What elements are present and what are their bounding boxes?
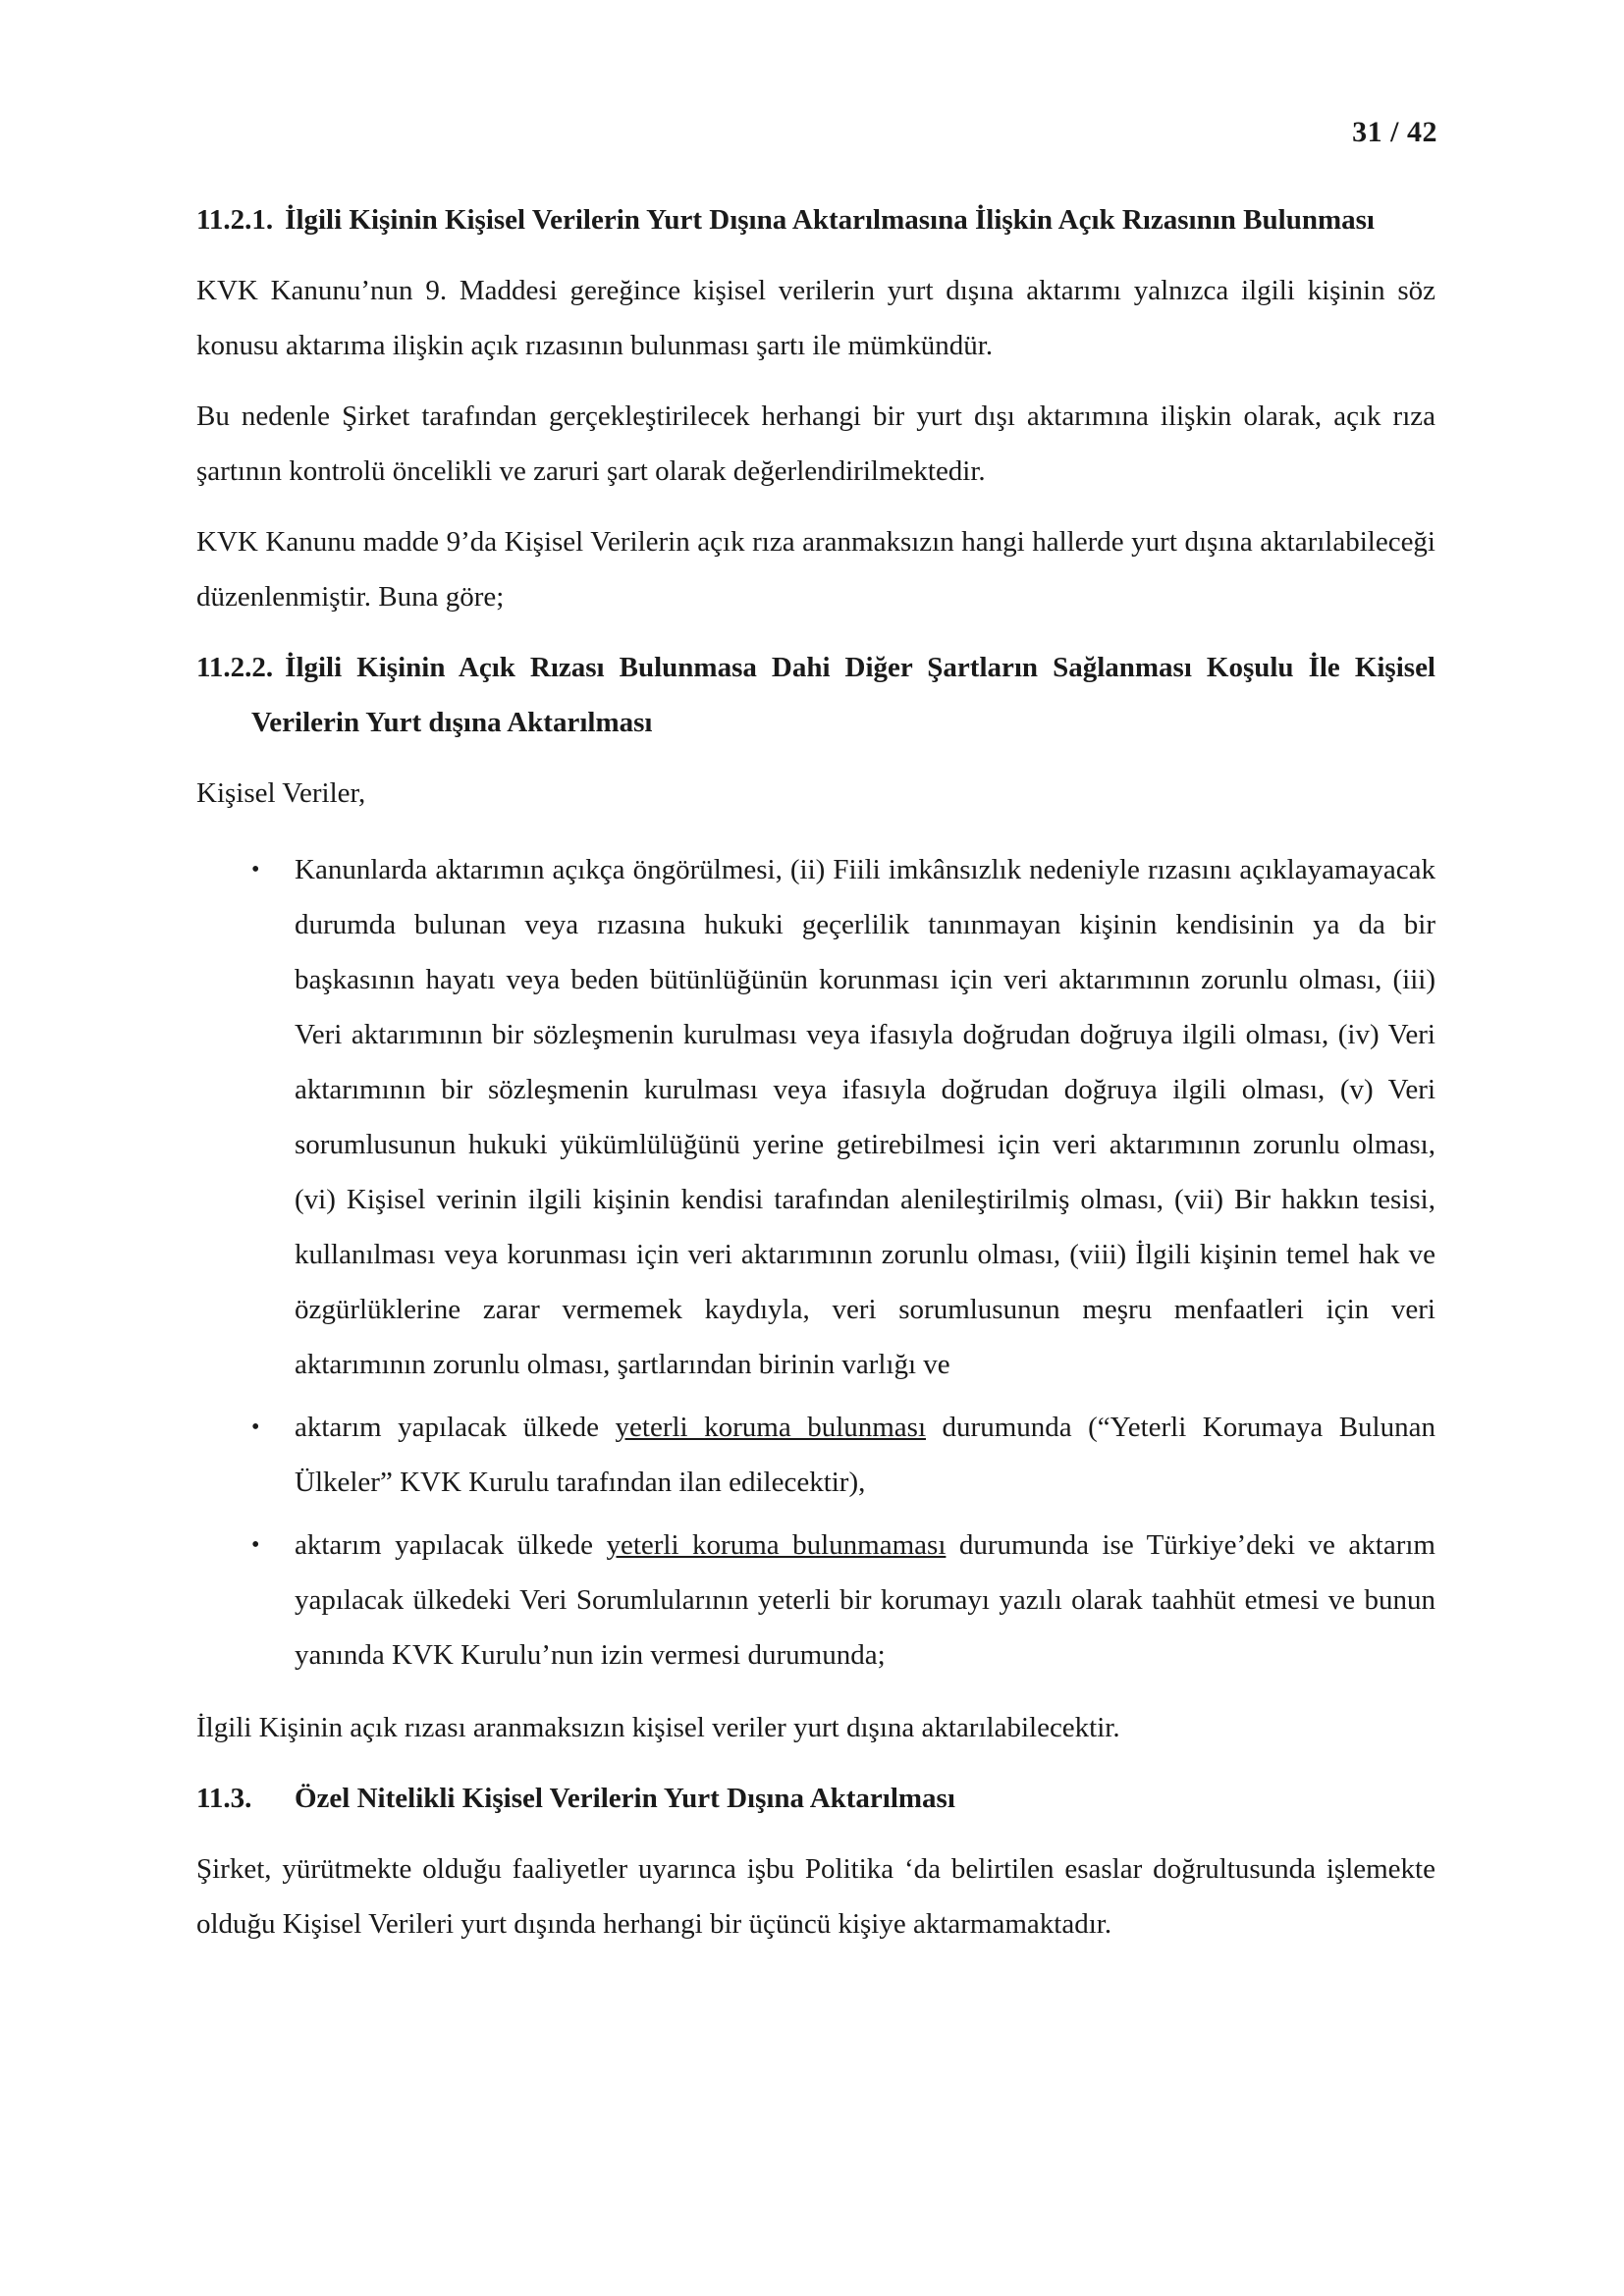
section-number: 11.2.2. — [196, 652, 274, 683]
list-item-text-post: durumunda ise Türkiye’deki ve aktarım yapılacak ülkedeki Veri Sorumlularının yeterli bir korumayı yazılı olarak taahhüt etmesi ve bunun yanında KVK Kurulu’nun izin vermesi durumunda; — [295, 1529, 1435, 1671]
document-body — [196, 192, 1435, 1967]
section-heading-11-2-2 — [196, 640, 1435, 750]
bullet-icon: • — [251, 857, 260, 882]
section-title: Özel Nitelikli Kişisel Verilerin Yurt Dışına Aktarılması — [295, 1783, 955, 1814]
paragraph: Kişisel Veriler, — [196, 777, 366, 809]
paragraph: İlgili Kişinin açık rızası aranmaksızın kişisel veriler yurt dışına aktarılabilecektir. — [196, 1712, 1120, 1743]
list-item-text-post: durumunda (“Yeterli Korumaya Bulunan Ülkeler” KVK Kurulu tarafından ilan edilecektir), — [295, 1412, 1435, 1498]
paragraph: KVK Kanunu’nun 9. Maddesi gereğince kişisel verilerin yurt dışına aktarımı yalnızca ilgili kişinin söz konusu aktarıma ilişkin açık rızasının bulunması şartı ile mümkündür. — [196, 275, 1435, 361]
list-item-text: Kanunlarda aktarımın açıkça öngörülmesi, (ii) Fiili imkânsızlık nedeniyle rızasını açıklayamayacak durumda bulunan veya rızasına hukuki geçerlilik tanınmayan kişinin kendisinin ya da bir başkasının hayatı veya beden bütünlüğünün korunması için veri aktarımının zorunlu olması, (iii) Veri aktarımının bir sözleşmenin kurulması veya ifasıyla doğrudan doğruya ilgili olması, (iv) Veri aktarımının bir sözleşmenin kurulması veya ifasıyla doğrudan doğruya ilgili olması, (v) Veri sorumlusunun hukuki yükümlülüğünü yerine getirebilmesi için veri aktarımının zorunlu olması, (vi) Kişisel verinin ilgili kişinin kendisi tarafından alenileştirilmiş olması, (vii) Bir hakkın tesisi, kullanılması veya korunması için veri aktarımının zorunlu olması, (viii) İlgili kişinin temel hak ve özgürlüklerine zarar vermemek kaydıyla, veri sorumlusunun meşru menfaatleri için veri aktarımının zorunlu olması, şartlarından birinin varlığı ve — [295, 854, 1435, 1380]
section-number: 11.2.1. — [196, 204, 274, 236]
conditions-list — [196, 842, 1435, 1682]
list-item — [196, 842, 1435, 1392]
page-number: 31 / 42 — [1352, 116, 1437, 148]
bullet-icon: • — [251, 1415, 260, 1440]
section-heading-11-2-1 — [196, 192, 1435, 247]
list-item-text-pre: aktarım yapılacak ülkede — [295, 1529, 607, 1561]
paragraph: Bu nedenle Şirket tarafından gerçekleştirilecek herhangi bir yurt dışı aktarımına ilişkin olarak, açık rıza şartının kontrolü öncelikli ve zaruri şart olarak değerlendirilmektedir. — [196, 400, 1435, 487]
list-item — [196, 1518, 1435, 1682]
section-heading-11-3 — [196, 1771, 1435, 1826]
underlined-text: yeterli koruma bulunmaması — [606, 1529, 947, 1561]
section-number: 11.3. — [196, 1783, 252, 1814]
section-title: İlgili Kişinin Kişisel Verilerin Yurt Dışına Aktarılmasına İlişkin Açık Rızasının Bulunması — [285, 204, 1375, 236]
paragraph: Şirket, yürütmekte olduğu faaliyetler uyarınca işbu Politika ‘da belirtilen esaslar doğrultusunda işlemekte olduğu Kişisel Verileri yurt dışında herhangi bir üçüncü kişiye aktarmamaktadır. — [196, 1853, 1435, 1940]
list-item — [196, 1400, 1435, 1510]
paragraph: KVK Kanunu madde 9’da Kişisel Verilerin açık rıza aranmaksızın hangi hallerde yurt dışına aktarılabileceği düzenlenmiştir. Buna göre; — [196, 526, 1435, 613]
section-title: İlgili Kişinin Açık Rızası Bulunmasa Dahi Diğer Şartların Sağlanması Koşulu İle Kişisel Verilerin Yurt dışına Aktarılması — [251, 652, 1435, 738]
list-item-text-pre: aktarım yapılacak ülkede — [295, 1412, 616, 1443]
underlined-text: yeterli koruma bulunması — [615, 1412, 927, 1443]
bullet-icon: • — [251, 1532, 260, 1558]
